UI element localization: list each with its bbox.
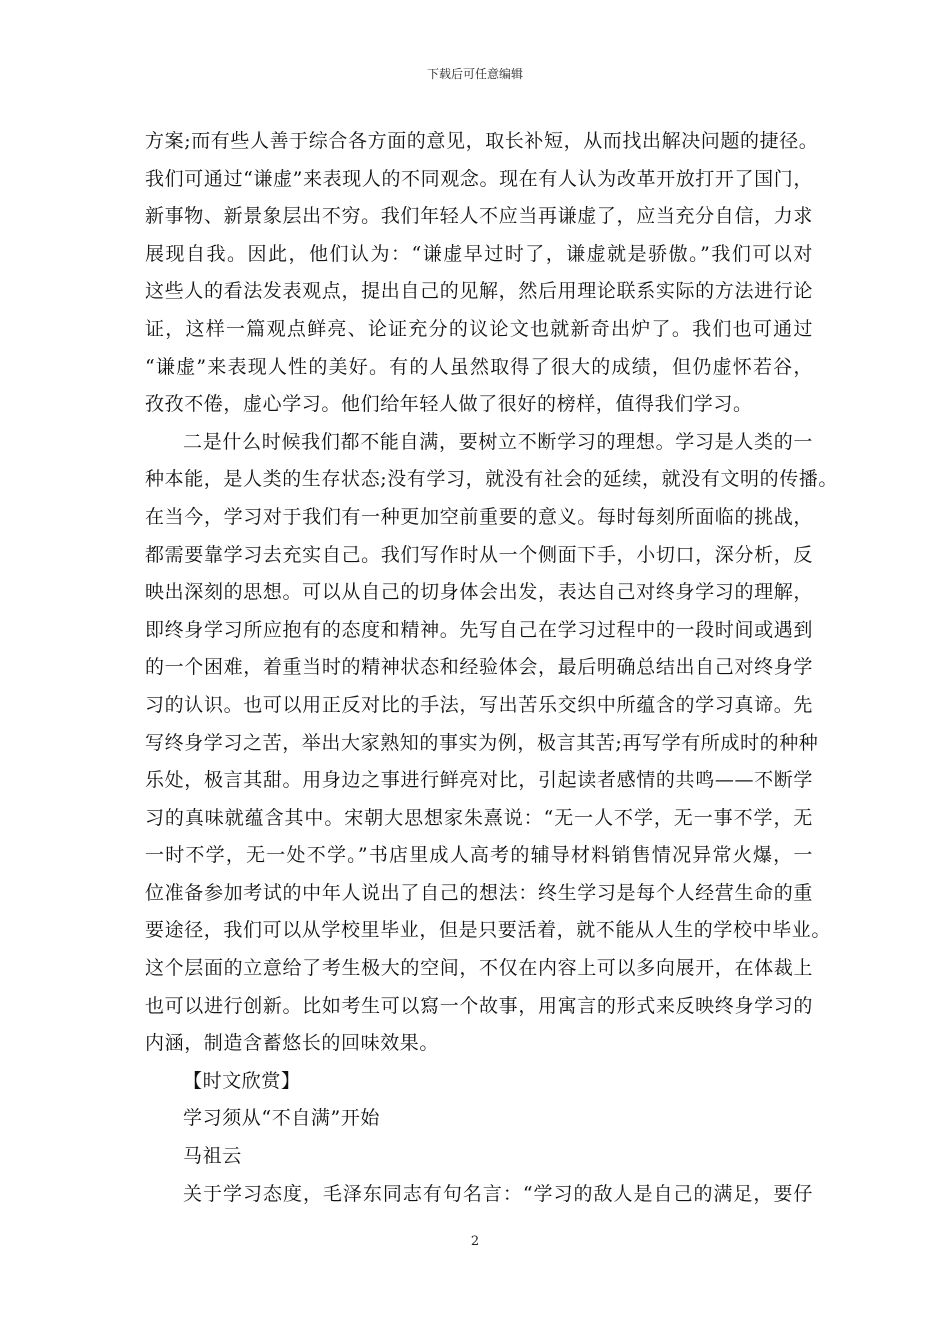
body-line: 乐处，极言其甜。用身边之事进行鲜亮对比，引起读者感情的共鸣——不断学 — [145, 769, 813, 792]
body-line: 方案;而有些人善于综合各方面的意见，取长补短，从而找出解决问题的捷径。 — [145, 130, 819, 152]
body-line: 映出深刻的思想。可以从自己的切身体会出发，表达自己对终身学习的理解， — [145, 581, 813, 604]
body-line: 内涵，制造含蓄悠长的回味效果。 — [145, 1032, 440, 1055]
page-header: 下载后可任意编辑 — [426, 67, 523, 81]
page-number: 2 — [470, 1234, 480, 1249]
body-line: 也可以进行创新。比如考生可以寫一个故事，用寓言的形式来反映终身学习的 — [145, 994, 813, 1017]
body-line: 孜孜不倦，虚心学习。他们给年轻人做了很好的榜样，值得我们学习。 — [145, 393, 753, 416]
document-body — [145, 123, 839, 1213]
body-line: 的一个困难，着重当时的精神状态和经验体会，最后明确总结出自己对终身学 — [145, 656, 813, 679]
section-heading: 【时文欣赏】 — [183, 1069, 301, 1092]
body-line: “谦虚”来表现人性的美好。有的人虽然取得了很大的成绩，但仍虚怀若谷， — [145, 355, 813, 378]
body-line: 这个层面的立意给了考生极大的空间，不仅在内容上可以多向展开，在体裁上 — [145, 957, 813, 980]
body-line: 习的真味就蕴含其中。宋朝大思想家朱熹说：“无一人不学，无一事不学，无 — [145, 806, 813, 829]
body-line: 这些人的看法发表观点，提出自己的见解，然后用理论联系实际的方法进行论 — [145, 280, 813, 303]
body-line: 即终身学习所应抱有的态度和精神。先写自己在学习过程中的一段时间或遇到 — [145, 618, 813, 641]
article-title: 学习须从“不自满”开始 — [183, 1107, 381, 1130]
body-line: 种本能，是人类的生存状态;没有学习，就没有社会的延续，就没有文明的传播。 — [145, 468, 839, 491]
body-line: 要途径，我们可以从学校里毕业，但是只要活着，就不能从人生的学校中毕业。 — [145, 919, 832, 942]
article-author: 马祖云 — [183, 1145, 242, 1168]
paragraph-first-line: 关于学习态度，毛泽东同志有句名言：“学习的敌人是自己的满足，要仔 — [183, 1182, 813, 1205]
body-line: 一时不学，无一处不学。”书店里成人高考的辅导材料销售情况异常火爆，一 — [145, 844, 813, 867]
body-line: 位准备参加考试的中年人说出了自己的想法：终生学习是每个人经营生命的重 — [145, 881, 813, 904]
paragraph-first-line: 二是什么时候我们都不能自满，要树立不断学习的理想。学习是人类的一 — [183, 430, 813, 453]
body-line: 我们可通过“谦虚”来表现人的不同观念。现在有人认为改革开放打开了国门， — [145, 167, 813, 190]
body-line: 习的认识。也可以用正反对比的手法，写出苦乐交织中所蕴含的学习真谛。先 — [145, 693, 813, 716]
body-line: 证，这样一篇观点鲜亮、论证充分的议论文也就新奇出炉了。我们也可通过 — [145, 317, 813, 340]
body-line: 新事物、新景象层出不穷。我们年轻人不应当再谦虚了，应当充分自信，力求 — [145, 205, 813, 228]
body-line: 展现自我。因此，他们认为：“谦虚早过时了，谦虚就是骄傲。”我们可以对 — [145, 242, 813, 265]
body-line: 在当今，学习对于我们有一种更加空前重要的意义。每时每刻所面临的挑战， — [145, 505, 813, 528]
body-line: 写终身学习之苦，举出大家熟知的事实为例，极言其苦;再写学有所成时的种种 — [145, 731, 819, 754]
body-line: 都需要靠学习去充实自己。我们写作时从一个侧面下手，小切口，深分析，反 — [145, 543, 813, 566]
